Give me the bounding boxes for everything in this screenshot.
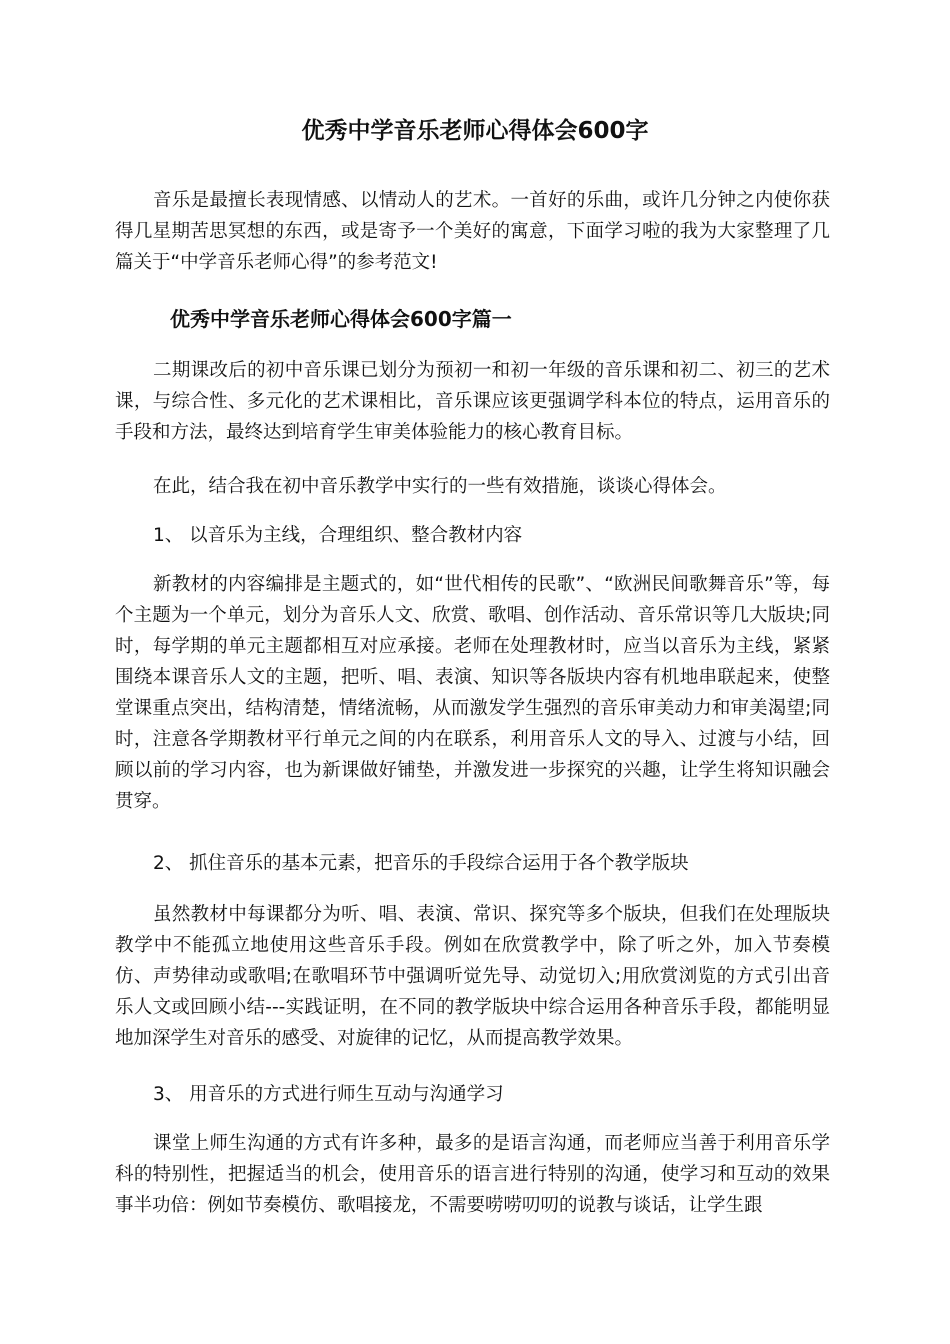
- intro-paragraph: 音乐是最擅长表现情感、以情动人的艺术。一首好的乐曲，或许几分钟之内使你获得几星期苦思冥想的东西，或是寄予一个美好的寓意，下面学习啦的我为大家整理了几篇关于“中学音乐老师心得”的参考范文!: [115, 190, 830, 273]
- paragraph-4: 虽然教材中每课都分为听、唱、表演、常识、探究等多个版块，但我们在处理版块教学中不能孤立地使用这些音乐手段。例如在欣赏教学中，除了听之外，加入节奏模仿、声势律动或歌唱;在歌唱环节中强调听觉先导、动觉切入;用欣赏浏览的方式引出音乐人文或回顾小结---实践证明，在不同的教学版块中综合运用各种音乐手段，都能明显地加深学生对音乐的感受、对旋律的记忆，从而提高教学效果。: [115, 904, 830, 1049]
- document-title: 优秀中学音乐老师心得体会600字: [301, 118, 649, 144]
- section-title: 优秀中学音乐老师心得体会600字篇一: [170, 307, 512, 331]
- paragraph-3: 新教材的内容编排是主题式的，如“世代相传的民歌”、“欧洲民间歌舞音乐”等，每个主题为一个单元，划分为音乐人文、欣赏、歌唱、创作活动、音乐常识等几大版块;同时，每学期的单元主题都相互对应承接。老师在处理教材时，应当以音乐为主线，紧紧围绕本课音乐人文的主题，把听、唱、表演、知识等各版块内容有机地串联起来，使整堂课重点突出，结构清楚，情绪流畅，从而激发学生强烈的音乐审美动力和审美渴望;同时，注意各学期教材平行单元之间的内在联系，利用音乐人文的导入、过渡与小结，回顾以前的学习内容，也为新课做好铺垫，并激发进一步探究的兴趣，让学生将知识融会贯穿。: [115, 574, 830, 812]
- list-heading-3: 3、 用音乐的方式进行师生互动与沟通学习: [153, 1084, 504, 1105]
- paragraph-1: 二期课改后的初中音乐课已划分为预初一和初一年级的音乐课和初二、初三的艺术课，与综合性、多元化的艺术课相比，音乐课应该更强调学科本位的特点，运用音乐的手段和方法，最终达到培育学生审美体验能力的核心教育目标。: [115, 360, 830, 443]
- list-heading-2: 2、 抓住音乐的基本元素，把音乐的手段综合运用于各个教学版块: [153, 853, 689, 874]
- list-heading-1: 1、 以音乐为主线，合理组织、整合教材内容: [153, 525, 523, 546]
- paragraph-2: 在此，结合我在初中音乐教学中实行的一些有效措施，谈谈心得体会。: [153, 476, 727, 497]
- paragraph-5: 课堂上师生沟通的方式有许多种，最多的是语言沟通，而老师应当善于利用音乐学科的特别性，把握适当的机会，使用音乐的语言进行特别的沟通，使学习和互动的效果事半功倍：例如节奏模仿、歌唱接龙，不需要唠唠叨叨的说教与谈话，让学生跟: [115, 1133, 830, 1216]
